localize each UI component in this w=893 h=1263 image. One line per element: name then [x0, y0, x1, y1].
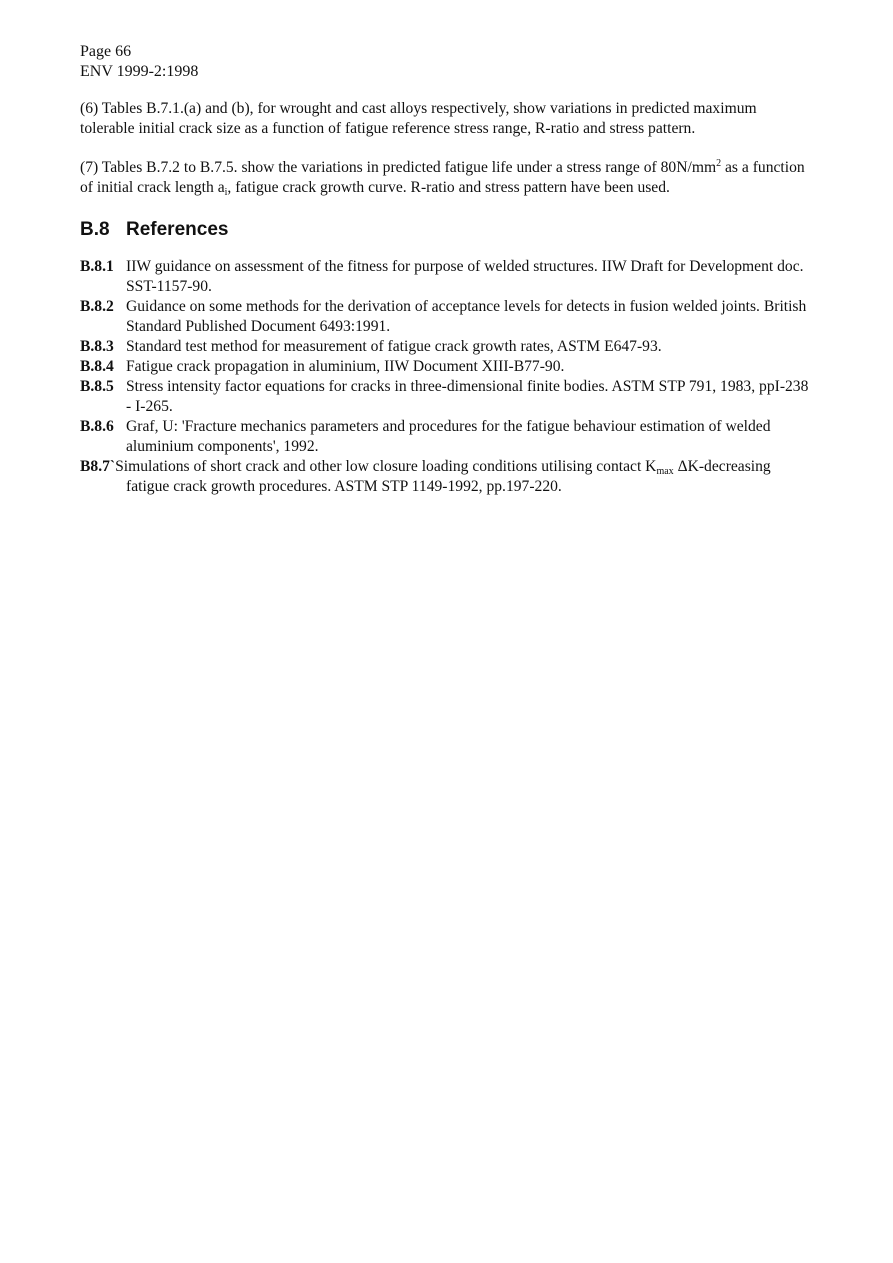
reference-item — [80, 457, 810, 497]
reference-text: Fatigue crack propagation in aluminium, IIW Document XIII-B77-90. — [126, 358, 565, 375]
paragraph-7-text-a: (7) Tables B.7.2 to B.7.5. show the variations in predicted fatigue life under a stress range of 80N/mm — [80, 159, 717, 176]
reference-number: B.8.1 — [80, 258, 114, 275]
reference-item — [80, 257, 810, 297]
reference-number: B.8.6 — [80, 418, 114, 435]
section-number: B.8 — [80, 219, 110, 240]
reference-number: B.8.5 — [80, 378, 114, 395]
page-header — [80, 42, 198, 82]
reference-text: Stress intensity factor equations for cracks in three-dimensional finite bodies. ASTM STP 791, 1983, ppI-238 - I-265. — [126, 378, 809, 415]
paragraph-7-text-c: , fatigue crack growth curve. R-ratio and stress pattern have been used. — [227, 179, 670, 196]
reference-item — [80, 417, 810, 457]
section-title: References — [126, 219, 229, 240]
reference-text-b: ΔK-decreasing fatigue crack growth procedures. ASTM STP 1149-1992, pp.197-220. — [126, 458, 771, 495]
reference-number: B8.7` — [80, 458, 116, 475]
reference-number: B.8.3 — [80, 338, 114, 355]
subscript-max: max — [656, 466, 674, 477]
standard-code: ENV 1999-2:1998 — [80, 63, 199, 80]
reference-number: B.8.2 — [80, 298, 114, 315]
reference-text-a: Simulations of short crack and other low closure loading conditions utilising contact K — [115, 458, 657, 475]
paragraph-7-text-b: as a function of initial crack length a — [80, 159, 805, 196]
reference-item — [80, 357, 810, 377]
reference-text: Graf, U: 'Fracture mechanics parameters and procedures for the fatigue behaviour estimation of welded aluminium components', 1992. — [126, 418, 771, 455]
section-heading — [80, 218, 228, 242]
reference-text: IIW guidance on assessment of the fitness for purpose of welded structures. IIW Draft for Development doc. SST-1157-90. — [126, 258, 804, 295]
subscript-i: i — [224, 187, 228, 198]
page-number: Page 66 — [80, 43, 132, 60]
paragraph-6: (6) Tables B.7.1.(a) and (b), for wrought and cast alloys respectively, show variations in predicted maximum tolerable initial crack size as a function of fatigue reference stress range, R-ratio and stress pattern. — [80, 100, 757, 137]
reference-number: B.8.4 — [80, 358, 114, 375]
reference-text: Standard test method for measurement of fatigue crack growth rates, ASTM E647-93. — [126, 338, 662, 355]
reference-item — [80, 377, 810, 417]
reference-item — [80, 297, 810, 337]
superscript-2: 2 — [716, 158, 722, 169]
reference-text: Guidance on some methods for the derivation of acceptance levels for detects in fusion welded joints. British Standard Published Document 6493:1991. — [126, 298, 807, 335]
paragraph-7 — [80, 158, 810, 198]
references-list — [80, 257, 810, 497]
reference-item — [80, 337, 810, 357]
